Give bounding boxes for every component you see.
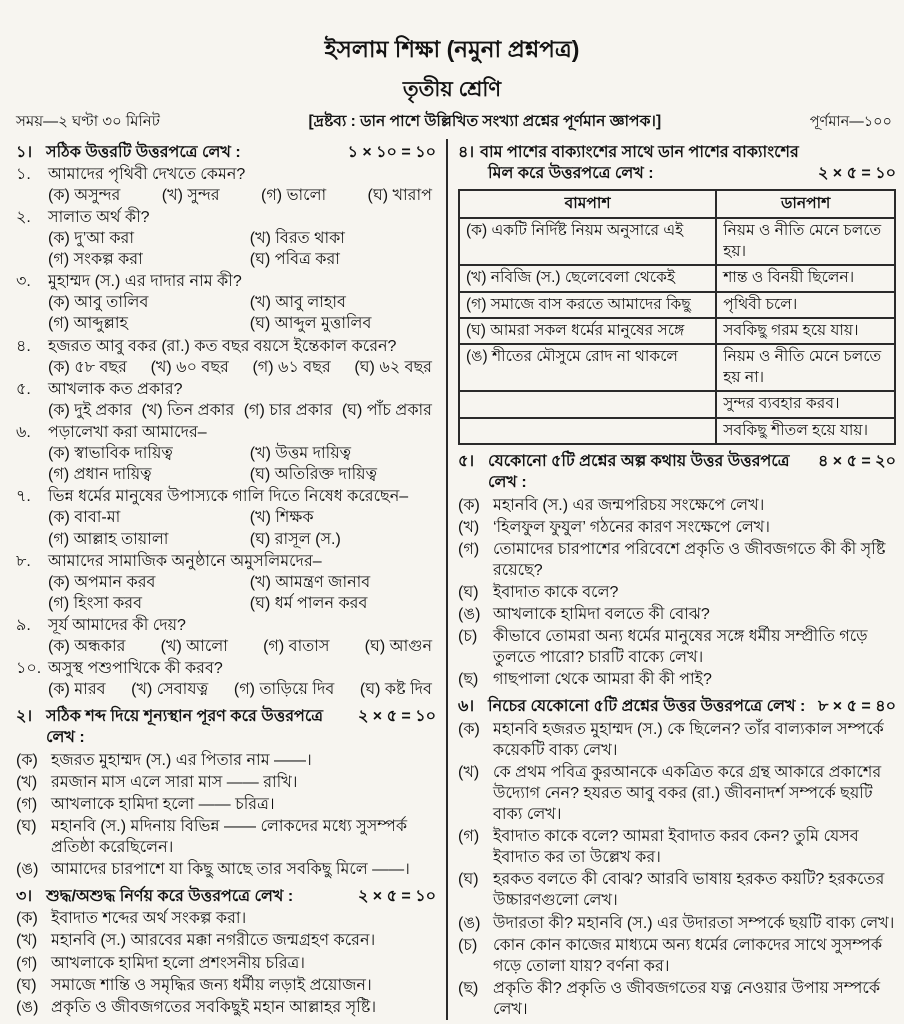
section4-number: ৪। — [458, 143, 475, 161]
option: (খ) আবু লাহাব — [249, 294, 346, 312]
item-label: (গ) — [16, 954, 38, 972]
option: (খ) শিক্ষক — [249, 509, 314, 527]
mcq-question — [16, 615, 436, 657]
matching-right-cell: নিয়ম ও নীতি মেনে চলতে হয় না। — [716, 344, 895, 391]
true-false-item — [16, 953, 436, 974]
item-text: আখলাকে হামিদা হলো প্রশংসনীয় চরিত্র। — [51, 954, 305, 972]
option: (ক) অন্ধকার — [48, 638, 126, 656]
section5-marks: ৪ × ৫ = ২০ — [817, 453, 896, 471]
item-label: (খ) — [16, 773, 38, 791]
matching-table-row — [459, 218, 895, 265]
option-list — [48, 679, 436, 700]
matching-right-cell: পৃথিবী চলে। — [716, 292, 895, 318]
option: (গ) সংকল্প করা — [48, 251, 143, 269]
mcq-question — [16, 422, 436, 485]
question-text: আমাদের সামাজিক অনুষ্ঠানে অমুসলিমদের– — [48, 552, 322, 570]
right-column — [448, 139, 896, 1021]
true-false-item — [16, 908, 436, 929]
item-text: আখলাকে হামিদা বলতে কী বোঝ? — [493, 606, 710, 624]
section3-title: শুদ্ধ/অশুদ্ধ নির্ণয় করে উত্তরপত্রে লেখ : — [46, 888, 294, 906]
option: (গ) বাতাস — [263, 638, 330, 656]
item-label: (গ) — [458, 828, 480, 846]
option-list — [48, 636, 436, 657]
question-number: ৬. — [16, 423, 31, 441]
item-text: ইবাদাত কাকে বলে? — [493, 583, 619, 601]
option-list — [48, 292, 436, 334]
option: (গ) ভালো — [260, 186, 327, 204]
item-label: (চ) — [458, 936, 478, 954]
option: (ঘ) পাঁচ প্রকার — [341, 401, 432, 419]
option-list — [48, 400, 436, 421]
question-text: হজরত আবু বকর (রা.) কত বছর বয়সে ইন্তেকাল করেন? — [48, 337, 397, 355]
question-body — [48, 615, 436, 657]
matching-right-cell: সুন্দর ব্যবহার করব। — [716, 391, 895, 417]
section2-marks: ২ × ৫ = ১০ — [357, 708, 436, 726]
two-column-body — [0, 133, 904, 1021]
mcq-question-list — [16, 164, 436, 701]
option: (ঘ) ধর্ম পালন করব — [249, 594, 368, 612]
option: (ঘ) রাসূল (স.) — [249, 530, 341, 548]
section3-number: ৩। — [16, 888, 33, 906]
matching-table — [458, 189, 896, 446]
matching-left-cell: (গ) সমাজে বাস করতে আমাদের কিছু — [459, 292, 716, 318]
item-text: হরকত বলতে কী বোঝ? আরবি ভাষায় হরকত কয়টি? হরকতের উচ্চারণগুলো লেখ। — [493, 871, 885, 910]
option: (গ) আল্লাহ তায়ালা — [48, 530, 169, 548]
true-false-item — [16, 930, 436, 951]
fill-blank-list — [16, 750, 436, 881]
option-list — [48, 443, 436, 485]
matching-table-row — [459, 292, 895, 318]
option: (ঘ) আব্দুল মুত্তালিব — [249, 315, 372, 333]
time-allowed: সময়—২ ঘণ্টা ৩০ মিনিট — [16, 113, 160, 131]
mcq-question — [16, 207, 436, 270]
option: (ঘ) ৬২ বছর — [354, 358, 432, 376]
question-body — [48, 336, 436, 378]
section4-heading — [458, 142, 896, 184]
option: (খ) তিন প্রকার — [141, 401, 235, 419]
broad-question-item — [458, 762, 896, 825]
question-number: ৪. — [16, 337, 31, 355]
option: (ক) দু’আ করা — [48, 229, 134, 247]
matching-right-cell: শান্ত ও বিনয়ী ছিলেন। — [716, 265, 895, 291]
option: (ঘ) খারাপ — [367, 186, 432, 204]
option-list — [48, 185, 436, 206]
short-question-item — [458, 495, 896, 516]
item-label: (ক) — [16, 751, 38, 769]
option: (খ) সেবাযত্ন — [131, 681, 209, 699]
short-question-item — [458, 539, 896, 581]
question-number: ১. — [16, 165, 31, 183]
item-label: (ছ) — [458, 671, 479, 689]
option: (গ) প্রধান দায়িত্ব — [48, 466, 152, 484]
matching-right-cell: সবকিছু গরম হয়ে যায়। — [716, 318, 895, 344]
page-title: ইসলাম শিক্ষা (নমুনা প্রশ্নপত্র) — [324, 36, 580, 62]
option-list — [48, 572, 436, 614]
section2-heading — [16, 706, 436, 748]
item-label: (খ) — [458, 518, 480, 536]
left-column — [16, 139, 448, 1021]
question-text: মুহাম্মদ (স.) এর দাদার নাম কী? — [48, 273, 242, 291]
item-text: কোন কোন কাজের মাধ্যমে অন্য ধর্মের লোকদের সাথে সুসম্পর্ক গড়ে তোলা যায়? বর্ণনা কর। — [493, 936, 883, 975]
option: (ঘ) আগুন — [364, 638, 432, 656]
option: (ক) দুই প্রকার — [48, 401, 133, 419]
question-number: ৫. — [16, 380, 31, 398]
question-text: সালাত অর্থ কী? — [48, 208, 150, 226]
item-label: (ঘ) — [458, 583, 479, 601]
option: (ক) মারব — [48, 681, 106, 699]
question-number: ১০. — [16, 660, 42, 678]
question-body — [48, 207, 436, 270]
question-body — [48, 422, 436, 485]
mcq-question — [16, 336, 436, 378]
matching-table-header-row — [459, 190, 895, 218]
fill-blank-item — [16, 750, 436, 771]
item-text: ‘হিলফুল ফুযুল’ গঠনের কারণ সংক্ষেপে লেখ। — [493, 518, 771, 536]
matching-table-row — [459, 318, 895, 344]
short-question-list — [458, 495, 896, 691]
fill-blank-item — [16, 794, 436, 815]
section6-heading — [458, 696, 896, 717]
item-text: আখলাকে হামিদা হলো —— চরিত্র। — [51, 795, 275, 813]
option: (খ) ৬০ বছর — [150, 358, 229, 376]
item-label: (ঘ) — [16, 817, 37, 835]
section2-title: সঠিক শব্দ দিয়ে শূন্যস্থান পূরণ করে উত্তরপত্রে লেখ : — [46, 708, 324, 747]
broad-question-item — [458, 826, 896, 868]
item-label: (ঘ) — [16, 976, 37, 994]
question-body — [48, 486, 436, 549]
option-list — [48, 357, 436, 378]
true-false-list — [16, 908, 436, 1018]
broad-question-item — [458, 978, 896, 1020]
item-label: (ছ) — [458, 979, 479, 997]
item-text: গাছপালা থেকে আমরা কী কী পাই? — [493, 671, 712, 689]
option: (ঘ) কষ্ট দিব — [359, 681, 432, 699]
question-body — [48, 551, 436, 614]
section5-title: যেকোনো ৫টি প্রশ্নের অল্প কথায় উত্তর উত্তরপত্রে লেখ : — [488, 453, 790, 492]
section1-marks: ১ × ১০ = ১০ — [347, 143, 436, 161]
meta-row — [0, 104, 904, 132]
question-body — [48, 658, 436, 700]
item-label: (ঘ) — [458, 871, 479, 889]
item-label: (চ) — [458, 628, 478, 646]
item-text: মহানবি (স.) মদিনায় বিভিন্ন —— লোকদের মধ্যে সুসম্পর্ক প্রতিষ্ঠা করেছিলেন। — [51, 817, 408, 857]
broad-question-list — [458, 719, 896, 1021]
item-label: (খ) — [16, 932, 38, 950]
class-subtitle: তৃতীয় শ্রেণি — [402, 78, 502, 102]
item-label: (খ) — [458, 763, 480, 781]
short-question-item — [458, 669, 896, 690]
item-label: (ঙ) — [458, 606, 481, 624]
matching-left-cell — [459, 391, 716, 417]
option: (গ) চার প্রকার — [243, 401, 333, 419]
section1-number: ১। — [16, 143, 33, 161]
true-false-item — [16, 997, 436, 1018]
section5-number: ৫। — [458, 453, 475, 471]
broad-question-item — [458, 719, 896, 761]
broad-question-item — [458, 869, 896, 911]
question-number: ৮. — [16, 552, 31, 570]
matching-table-right-header: ডানপাশ — [716, 190, 895, 218]
item-text: উদারতা কী? মহানবি (স.) এর উদারতা সম্পর্কে ছয়টি বাক্য লেখ। — [493, 914, 895, 932]
question-body — [48, 271, 436, 334]
instruction-note: [দ্রষ্টব্য : ডান পাশে উল্লিখিত সংখ্যা প্রশ্নের পূর্ণমান জ্ঞাপক।] — [308, 113, 662, 131]
item-label: (ঙ) — [16, 998, 39, 1016]
item-text: মহানবি (স.) এর জন্মপরিচয় সংক্ষেপে লেখ। — [493, 496, 765, 514]
option: (ঘ) অতিরিক্ত দায়িত্ব — [249, 466, 377, 484]
matching-left-cell: (খ) নবিজি (স.) ছেলেবেলা থেকেই — [459, 265, 716, 291]
section1-title: সঠিক উত্তরটি উত্তরপত্রে লেখ : — [46, 143, 241, 161]
option: (ক) স্বাভাবিক দায়িত্ব — [48, 445, 173, 463]
matching-right-cell: সবকিছু শীতল হয়ে যায়। — [716, 418, 895, 444]
broad-question-item — [458, 913, 896, 934]
matching-left-cell: (ক) একটি নির্দিষ্ট নিয়ম অনুসারে এই — [459, 218, 716, 265]
section3-heading — [16, 886, 436, 907]
matching-table-row — [459, 391, 895, 417]
item-text: ইবাদাত শব্দের অর্থ সংকল্প করা। — [51, 910, 247, 928]
item-text: তোমাদের চারপাশের পরিবেশে প্রকৃতি ও জীবজগতে কী কী সৃষ্টি রয়েছে? — [493, 540, 886, 579]
option: (খ) সুন্দর — [161, 186, 220, 204]
matching-table-row — [459, 344, 895, 391]
item-text: কে প্রথম পবিত্র কুরআনকে একত্রিত করে গ্রন্থ আকারে প্রকাশের উদ্যোগ নেন? হযরত আবু বকর (রা.) জীবনাদর্শ সম্পর্কে ছয়টি বাক্য লেখ। — [493, 763, 882, 824]
question-text: ভিন্ন ধর্মের মানুষের উপাস্যকে গালি দিতে নিষেধ করেছেন– — [48, 488, 409, 506]
question-text: আখলাক কত প্রকার? — [48, 380, 183, 398]
item-label: (গ) — [458, 540, 480, 558]
option: (খ) আলো — [160, 638, 228, 656]
mcq-question — [16, 658, 436, 700]
item-text: রমজান মাস এলে সারা মাস —— রাখি। — [51, 773, 298, 791]
short-question-item — [458, 582, 896, 603]
section4-marks: ২ × ৫ = ১০ — [817, 164, 896, 182]
matching-table-left-header: বামপাশ — [459, 190, 716, 218]
short-question-item — [458, 517, 896, 538]
item-text: কীভাবে তোমরা অন্য ধর্মের মানুষের সঙ্গে ধর্মীয় সম্প্রীতি গড়ে তুলতে পারো? চারটি বাক্যে লেখ। — [493, 628, 868, 667]
option: (গ) আব্দুল্লাহ — [48, 315, 128, 333]
option-list — [48, 507, 436, 549]
question-number: ৩. — [16, 273, 31, 291]
matching-left-cell: (ঘ) আমরা সকল ধর্মের মানুষের সঙ্গে — [459, 318, 716, 344]
true-false-item — [16, 975, 436, 996]
short-question-item — [458, 626, 896, 668]
item-text: ইবাদাত কাকে বলে? আমরা ইবাদাত করব কেন? তুমি যেসব ইবাদাত কর তা উল্লেখ কর। — [493, 828, 859, 867]
full-marks: পূর্ণমান—১০০ — [809, 114, 892, 131]
item-label: (ক) — [458, 720, 480, 738]
section5-heading — [458, 451, 896, 493]
item-label: (ক) — [458, 496, 480, 514]
mcq-question — [16, 164, 436, 206]
option: (গ) তাড়িয়ে দিব — [233, 681, 335, 699]
item-text: হজরত মুহাম্মদ (স.) এর পিতার নাম ——। — [51, 751, 312, 769]
option: (ক) অপমান করব — [48, 573, 156, 591]
section1-heading — [16, 142, 436, 163]
item-label: (গ) — [16, 795, 38, 813]
item-label: (ঙ) — [16, 861, 39, 879]
section6-number: ৬। — [458, 698, 475, 716]
section6-title: নিচের যেকোনো ৫টি প্রশ্নের উত্তর উত্তরপত্রে লেখ : — [488, 698, 806, 716]
option: (গ) ৬১ বছর — [252, 358, 331, 376]
question-number: ৯. — [16, 616, 31, 634]
option: (ক) ৫৮ বছর — [48, 358, 127, 376]
mcq-question — [16, 551, 436, 614]
question-number: ২. — [16, 208, 31, 226]
option: (খ) আমন্ত্রণ জানাব — [249, 573, 371, 591]
option: (খ) উত্তম দায়িত্ব — [249, 445, 352, 463]
item-text: প্রকৃতি ও জীবজগতের সবকিছুই মহান আল্লাহর সৃষ্টি। — [51, 998, 377, 1016]
item-label: (ক) — [16, 910, 38, 928]
option: (গ) হিংসা করব — [48, 594, 143, 612]
section3-marks: ২ × ৫ = ১০ — [357, 888, 436, 906]
option: (ক) আবু তালিব — [48, 294, 149, 312]
matching-table-row — [459, 265, 895, 291]
fill-blank-item — [16, 859, 436, 880]
option: (খ) বিরত থাকা — [249, 229, 345, 247]
question-body — [48, 164, 436, 206]
item-text: প্রকৃতি কী? প্রকৃতি ও জীবজগতের যত্ন নেওয়ার উপায় সম্পর্কে লেখ। — [493, 979, 881, 1019]
question-text: আমাদের পৃথিবী দেখতে কেমন? — [48, 165, 246, 183]
option-list — [48, 228, 436, 270]
option: (ঘ) পবিত্র করা — [249, 251, 340, 269]
item-text: মহানবি (স.) আরবের মক্কা নগরীতে জন্মগ্রহণ করেন। — [51, 932, 376, 950]
item-text: মহানবি হজরত মুহাম্মদ (স.) কে ছিলেন? তাঁর বাল্যকাল সম্পর্কে কয়েকটি বাক্য লেখ। — [493, 720, 884, 759]
question-number: ৭. — [16, 488, 31, 506]
option: (ক) অসুন্দর — [48, 186, 121, 204]
matching-right-cell: নিয়ম ও নীতি মেনে চলতে হয়। — [716, 218, 895, 265]
fill-blank-item — [16, 816, 436, 858]
matching-left-cell: (ঙ) শীতের মৌসুমে রোদ না থাকলে — [459, 344, 716, 391]
item-text: আমাদের চারপাশে যা কিছু আছে তার সবকিছু মিলে ——। — [51, 861, 410, 879]
question-text: অসুস্থ পশুপাখিকে কী করব? — [48, 660, 223, 678]
fill-blank-item — [16, 772, 436, 793]
short-question-item — [458, 604, 896, 625]
section2-number: ২। — [16, 708, 33, 726]
question-text: সূর্য আমাদের কী দেয়? — [48, 616, 186, 634]
option: (ক) বাবা-মা — [48, 509, 121, 527]
mcq-question — [16, 486, 436, 549]
matching-table-row — [459, 418, 895, 444]
mcq-question — [16, 379, 436, 421]
broad-question-item — [458, 935, 896, 977]
section4-title: বাম পাশের বাক্যাংশের সাথে ডান পাশের বাক্যাংশের মিল করে উত্তরপত্রে লেখ : — [480, 143, 799, 182]
section6-marks: ৮ × ৫ = ৪০ — [817, 698, 896, 716]
question-body — [48, 379, 436, 421]
question-text: পড়ালেখা করা আমাদের– — [48, 423, 207, 441]
paper-header — [0, 0, 904, 104]
item-label: (ঙ) — [458, 914, 481, 932]
matching-left-cell — [459, 418, 716, 444]
mcq-question — [16, 271, 436, 334]
item-text: সমাজে শান্তি ও সমৃদ্ধির জন্য ধর্মীয় লড়াই প্রয়োজন। — [51, 976, 372, 994]
